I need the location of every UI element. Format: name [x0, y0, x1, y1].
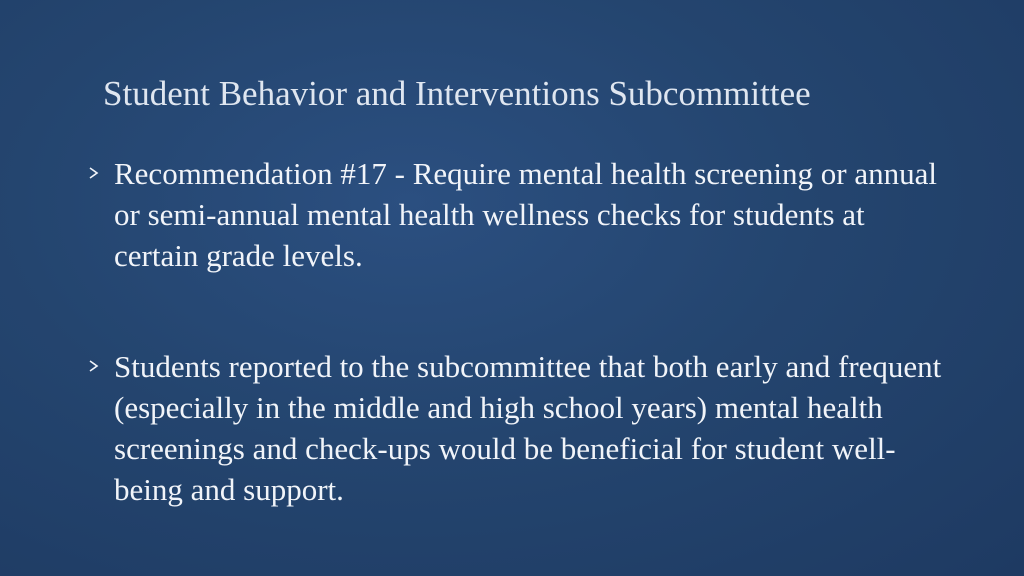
bullet-text: Recommendation #17 - Require mental health screening or annual or semi-annual mental health wellness checks for students at certain grade levels.	[114, 156, 937, 273]
arrow-bullet-icon	[86, 358, 102, 374]
arrow-bullet-icon	[86, 165, 102, 181]
slide-title: Student Behavior and Interventions Subcommittee	[103, 74, 811, 113]
bullet-item	[86, 153, 946, 276]
bullet-text: Students reported to the subcommittee that both early and frequent (especially in the middle and high school years) mental health screenings and check-ups would be beneficial for student well-being and support.	[114, 349, 942, 507]
bullet-item	[86, 346, 946, 510]
